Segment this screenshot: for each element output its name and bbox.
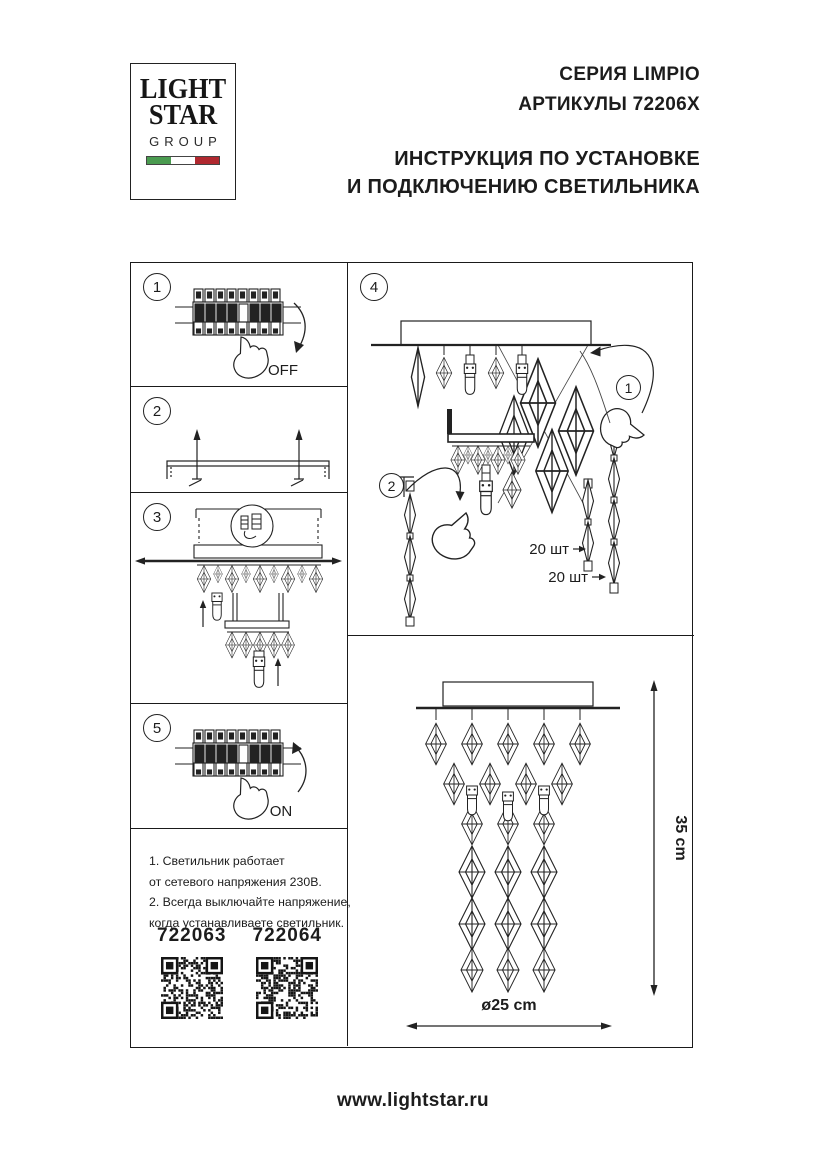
pinching-hand-icon: [594, 404, 650, 456]
rotate-arrow-icon: [295, 746, 306, 792]
step-5-panel: [131, 704, 348, 829]
instruction-title-line2: И ПОДКЛЮЧЕНИЮ СВЕТИЛЬНИКА: [346, 176, 700, 199]
flag-green: [147, 157, 171, 164]
halogen-bulb-icon: [467, 786, 478, 815]
side-arrow-icon: [135, 557, 145, 564]
notes-panel: [131, 829, 351, 1049]
diameter-dimension-label: ø25 cm: [481, 997, 537, 1014]
halogen-bulb-icon: [212, 593, 222, 620]
qr-code-722064: [256, 957, 318, 1019]
article-code-722063: 722063: [157, 925, 227, 946]
header: [347, 64, 700, 202]
step-5-number: 5: [143, 714, 171, 742]
screw-arrow-icon: [296, 429, 303, 440]
halogen-bulb-icon: [480, 481, 493, 515]
halogen-bulb-icon: [503, 792, 514, 821]
halogen-bulb-icon: [516, 364, 527, 394]
pointing-hand-icon: [228, 773, 271, 822]
logo-star-text: STAR: [148, 99, 218, 131]
switch-off-label: OFF: [268, 362, 298, 379]
qr-code-722063: [161, 957, 223, 1019]
step-4-number: 4: [360, 273, 388, 301]
step-1-panel: [131, 263, 348, 387]
instruction-grid: [130, 262, 693, 1048]
note-line: 1. Светильник работает: [149, 854, 285, 868]
logo-light-text: LIGHT: [139, 74, 227, 105]
substep-1-number: 1: [616, 375, 641, 400]
italian-flag-bar: [146, 156, 220, 165]
height-dimension-label: 35 cm: [672, 815, 689, 861]
articles-title: АРТИКУЛЫ 72206X: [518, 94, 700, 115]
series-title: СЕРИЯ LIMPIO: [559, 64, 700, 85]
logo-group-text: GROUP: [149, 133, 222, 149]
finished-chandelier-drawing: [348, 636, 694, 1049]
strand-qty-label-2: 20 шт: [548, 569, 588, 586]
halogen-bulb-icon: [539, 786, 550, 815]
insert-arrow-icon: [200, 600, 206, 608]
lightstar-logo: [130, 63, 236, 200]
dim-arrow-icon: [601, 1023, 612, 1030]
strand-qty-label-1: 20 шт: [529, 541, 569, 558]
note-line: от сетевого напряжения 230В.: [149, 874, 322, 889]
insert-arrow-icon: [275, 658, 281, 666]
dim-arrow-icon: [651, 680, 658, 691]
flag-red: [195, 157, 219, 164]
step-3-number: 3: [143, 503, 171, 531]
step-1-number: 1: [143, 273, 171, 301]
screw-arrow-icon: [194, 429, 201, 440]
step-4-panel: [348, 263, 694, 636]
note-line: когда устанавливаете светильник.: [149, 915, 345, 930]
side-arrow-icon: [332, 557, 342, 564]
switch-on-label: ON: [269, 803, 293, 820]
dim-arrow-icon: [651, 985, 658, 996]
article-code-722064: 722064: [252, 925, 322, 946]
halogen-bulb-icon: [464, 364, 475, 394]
step-2-number: 2: [143, 397, 171, 425]
step-3-panel: [131, 493, 348, 704]
note-line: 2. Всегда выключайте напряжение,: [149, 895, 351, 910]
instruction-title-line1: ИНСТРУКЦИЯ ПО УСТАНОВКЕ: [394, 148, 700, 170]
halogen-bulb-icon: [253, 657, 264, 687]
dimensions-panel: [348, 636, 694, 1049]
dim-arrow-icon: [406, 1023, 417, 1030]
flag-white: [171, 157, 195, 164]
pointing-hand-icon: [426, 504, 487, 567]
substep-2-number: 2: [379, 473, 404, 498]
safety-notes: [149, 851, 351, 934]
website-url: www.lightstar.ru: [337, 1090, 489, 1111]
strand-hanging-drawing: [348, 263, 694, 636]
pointing-hand-icon: [228, 332, 271, 381]
step-2-panel: [131, 387, 348, 493]
qty-arrow-icon: [599, 574, 606, 580]
